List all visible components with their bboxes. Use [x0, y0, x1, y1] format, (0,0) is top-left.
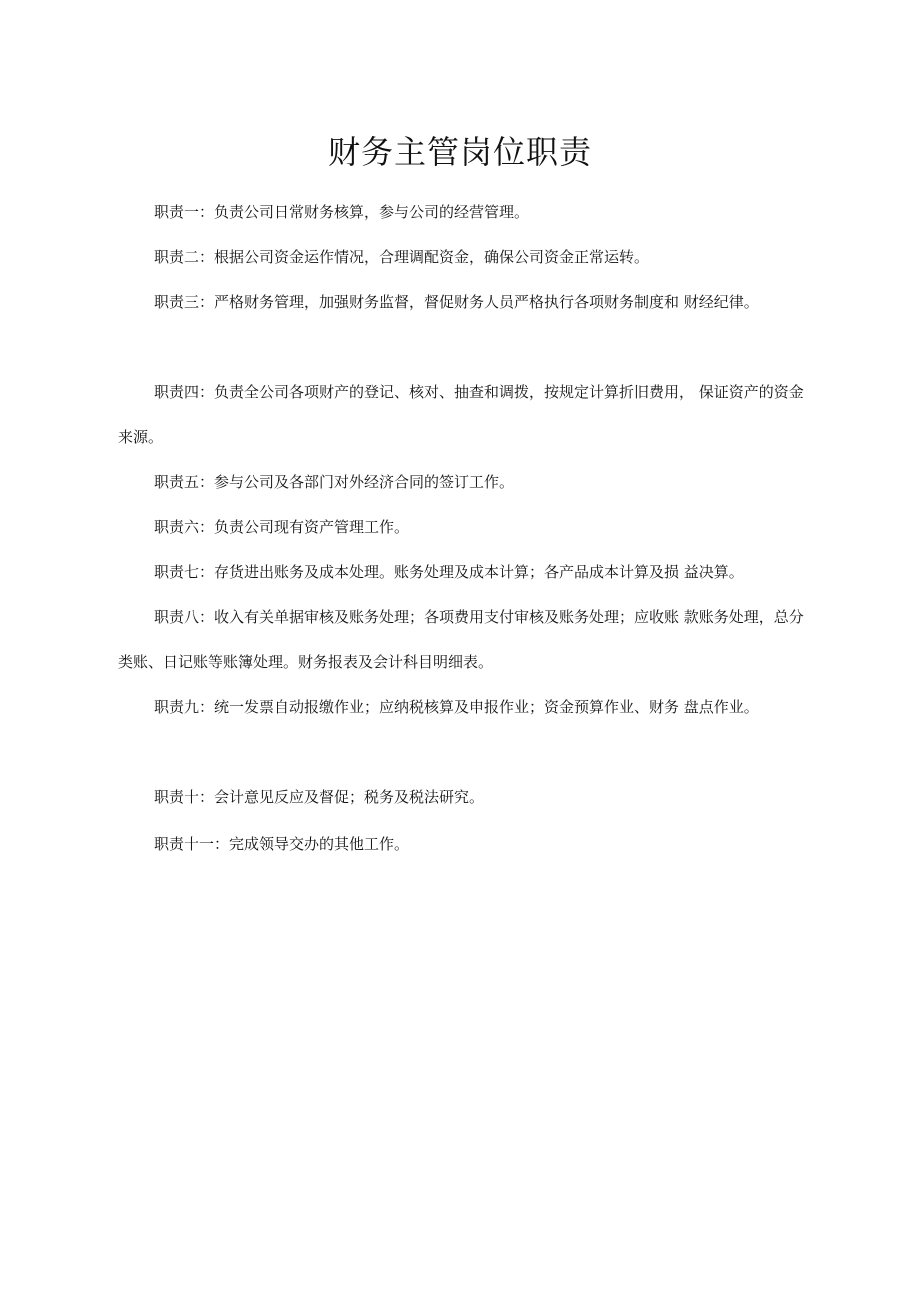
duty-2: 职责二：根据公司资金运作情况，合理调配资金，确保公司资金正常运转。 — [154, 248, 650, 266]
duty-11: 职责十一：完成领导交办的其他工作。 — [154, 835, 410, 853]
duty-10: 职责十：会计意见反应及督促；税务及税法研究。 — [154, 788, 485, 806]
duty-5: 职责五：参与公司及各部门对外经济合同的签订工作。 — [154, 473, 515, 491]
duty-9: 职责九：统一发票自动报缴作业；应纳税核算及申报作业；资金预算作业、财务 盘点作业。 — [154, 698, 759, 716]
duty-7: 职责七：存货进出账务及成本处理。账务处理及成本计算；各产品成本计算及损 益决算。 — [154, 563, 744, 581]
duty-3: 职责三：严格财务管理，加强财务监督，督促财务人员严格执行各项财务制度和 财经纪律。 — [154, 293, 759, 311]
duty-4: 职责四：负责全公司各项财产的登记、核对、抽查和调拨，按规定计算折旧费用， 保证资产的资金来源。 — [118, 383, 804, 446]
document-title: 财务主管岗位职责 — [327, 133, 592, 171]
duty-8: 职责八：收入有关单据审核及账务处理；各项费用支付审核及账务处理；应收账 款账务处理，总分类账、日记账等账簿处理。财务报表及会计科目明细表。 — [118, 608, 804, 671]
duty-6: 职责六：负责公司现有资产管理工作。 — [154, 518, 410, 536]
duty-1: 职责一：负责公司日常财务核算，参与公司的经营管理。 — [154, 203, 530, 221]
